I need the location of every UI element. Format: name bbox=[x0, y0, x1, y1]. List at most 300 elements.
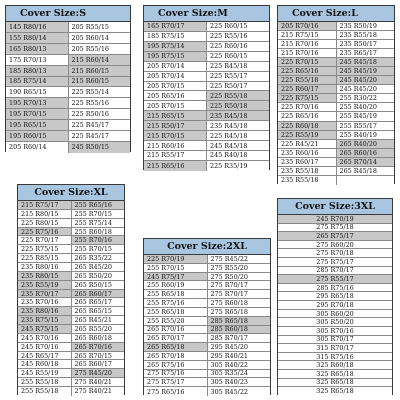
table-row bbox=[6, 131, 130, 142]
table-row bbox=[18, 290, 124, 299]
table-body bbox=[18, 201, 124, 396]
size-table-3xl bbox=[277, 198, 393, 395]
tire-size-cell: 325 R60/18 bbox=[278, 361, 392, 369]
tire-size-cell: 265 R50/15 bbox=[71, 281, 125, 289]
table-row bbox=[6, 33, 130, 44]
tire-size-cell: 225 R60/18 bbox=[278, 122, 336, 130]
table-row bbox=[18, 201, 124, 210]
size-table-2xl bbox=[143, 238, 271, 395]
table-row bbox=[18, 334, 124, 343]
tire-size-cell: 225 R45/17 bbox=[68, 131, 131, 141]
tire-size-cell: 265 R60/17 bbox=[71, 360, 125, 368]
tire-size-cell: 295 R65/18 bbox=[278, 292, 392, 300]
tire-size-cell: 275 R75/18 bbox=[278, 224, 392, 232]
tire-size-cell: 225 R70/19 bbox=[144, 255, 207, 263]
tire-size-cell: 265 R75/17 bbox=[278, 232, 392, 240]
tire-size-cell: 205 R70/15 bbox=[144, 101, 206, 110]
tire-size-cell: 275 R75/17 bbox=[278, 258, 392, 266]
table-row bbox=[144, 334, 270, 343]
tire-size-cell: 155 R80/14 bbox=[6, 33, 68, 43]
tire-size-cell: 225 R70/17 bbox=[18, 236, 71, 244]
tire-size-cell: 265 R60/18 bbox=[71, 334, 125, 342]
table-row bbox=[278, 58, 394, 67]
table-row bbox=[144, 308, 270, 317]
table-row bbox=[6, 44, 130, 55]
tire-size-cell: 265 R55/20 bbox=[71, 325, 125, 333]
table-row bbox=[144, 22, 269, 32]
table-row bbox=[278, 361, 392, 370]
tire-size-cell: 265 R70/16 bbox=[144, 326, 207, 334]
tire-size-cell: 225 R60/16 bbox=[206, 42, 269, 51]
table-row bbox=[278, 94, 394, 103]
tire-size-cell: 205 R70/14 bbox=[144, 62, 206, 71]
tire-size-cell: 275 R75/17 bbox=[144, 378, 207, 386]
tire-size-cell: 215 R80/15 bbox=[18, 210, 71, 218]
tire-size-cell: 245 R60/18 bbox=[18, 360, 71, 368]
tire-size-cell: 255 R65/18 bbox=[144, 290, 207, 298]
table-row bbox=[6, 77, 130, 88]
tire-size-cell: 225 R65/16 bbox=[278, 112, 336, 120]
table-row bbox=[144, 111, 269, 121]
table-row bbox=[278, 158, 394, 167]
table-row bbox=[278, 379, 392, 388]
tire-size-cell: 265 R70/14 bbox=[336, 158, 395, 166]
table-row bbox=[278, 176, 394, 185]
tire-size-cell: 255 R60/19 bbox=[144, 281, 207, 289]
table-row bbox=[6, 87, 130, 98]
tire-size-cell: 265 R70/17 bbox=[144, 334, 207, 342]
tire-size-cell: 245 R70/16 bbox=[18, 334, 71, 342]
tire-size-cell: 225 R60/17 bbox=[278, 85, 336, 93]
table-row bbox=[278, 292, 392, 301]
table-row bbox=[18, 378, 124, 387]
tire-size-cell: 255 R55/17 bbox=[336, 122, 395, 130]
tire-size-cell: 265 R45/18 bbox=[336, 167, 395, 175]
tire-size-cell: 145 R80/16 bbox=[6, 22, 68, 32]
table-title: Cover Size:L bbox=[278, 6, 394, 22]
table-row bbox=[18, 272, 124, 281]
table-row bbox=[144, 299, 270, 308]
table-row bbox=[18, 352, 124, 361]
table-row bbox=[144, 370, 270, 379]
tire-size-cell: 275 R65/16 bbox=[144, 387, 207, 396]
tire-size-cell: 255 R40/20 bbox=[336, 103, 395, 111]
tire-size-cell: 265 R70/15 bbox=[71, 352, 125, 360]
tire-size-cell: 235 R60/16 bbox=[278, 149, 336, 157]
tire-size-cell: 245 R75/15 bbox=[18, 325, 71, 333]
table-row bbox=[18, 298, 124, 307]
tire-size-cell: 225 R55/19 bbox=[278, 131, 336, 139]
tire-size-cell: 195 R70/13 bbox=[6, 98, 68, 108]
tire-size-cell: 225 R45/17 bbox=[68, 120, 131, 130]
tire-size-cell: 225 R45/18 bbox=[206, 131, 269, 140]
tire-size-cell: 225 R50/17 bbox=[206, 82, 269, 91]
tire-size-cell: 245 R45/18 bbox=[336, 58, 395, 66]
table-row bbox=[144, 82, 269, 92]
tire-size-cell: 235 R50/19 bbox=[336, 22, 395, 30]
tire-size-cell: 275 R40/21 bbox=[71, 378, 125, 386]
table-row bbox=[144, 52, 269, 62]
table-row bbox=[278, 215, 392, 224]
tire-size-cell: 225 R35/19 bbox=[206, 161, 269, 171]
table-row bbox=[144, 141, 269, 151]
tire-size-cell: 225 R70/15 bbox=[278, 58, 336, 66]
table-row bbox=[278, 167, 394, 176]
table-title: Cover Size:M bbox=[144, 6, 269, 22]
table-row bbox=[18, 307, 124, 316]
tire-size-cell: 255 R75/14 bbox=[71, 219, 125, 227]
tire-size-cell: 305 R40/23 bbox=[207, 378, 271, 386]
tire-size-cell: 275 R65/18 bbox=[207, 308, 271, 316]
tire-size-cell: 275 R55/17 bbox=[278, 275, 392, 283]
tire-size-cell: 245 R70/16 bbox=[18, 343, 71, 351]
tire-size-cell: 205 R65/16 bbox=[144, 91, 206, 100]
tire-size-cell: 305 R70/17 bbox=[278, 336, 392, 344]
tire-size-cell: 255 R55/18 bbox=[18, 387, 71, 396]
tire-size-cell: 205 R70/15 bbox=[144, 82, 206, 91]
tire-size-cell: 305 R50/20 bbox=[278, 318, 392, 326]
table-row bbox=[18, 228, 124, 237]
tire-size-cell: 245 R40/18 bbox=[206, 151, 269, 160]
table-row bbox=[144, 101, 269, 111]
tire-size-cell: 195 R75/14 bbox=[144, 42, 206, 51]
table-row bbox=[278, 67, 394, 76]
tire-size-cell: 195 R70/15 bbox=[6, 109, 68, 119]
tire-size-cell: 225 R55/18 bbox=[278, 76, 336, 84]
tire-size-cell: 225 R70/16 bbox=[278, 103, 336, 111]
table-row bbox=[18, 219, 124, 228]
size-table-s bbox=[5, 5, 131, 152]
tire-size-cell: 225 R80/15 bbox=[18, 219, 71, 227]
table-row bbox=[278, 353, 392, 362]
table-row bbox=[278, 301, 392, 310]
table-body bbox=[144, 255, 270, 396]
tire-size-cell: 285 R65/18 bbox=[207, 317, 271, 325]
table-row bbox=[278, 22, 394, 31]
table-row bbox=[278, 49, 394, 58]
tire-size-cell: 245 R45/20 bbox=[336, 85, 395, 93]
tire-size-cell: 255 R55/20 bbox=[144, 317, 207, 325]
tire-size-cell: 275 R70/18 bbox=[278, 249, 392, 257]
tire-size-cell: 275 R70/17 bbox=[207, 281, 271, 289]
tire-size-cell: 265 R40/20 bbox=[336, 140, 395, 148]
tire-size-cell: 255 R45/19 bbox=[336, 112, 395, 120]
tire-size-cell: 255 R30/22 bbox=[336, 94, 395, 102]
tire-size-cell: 225 R55/16 bbox=[206, 32, 269, 41]
table-row bbox=[278, 31, 394, 40]
tire-size-cell: 215 R60/15 bbox=[68, 77, 131, 87]
tire-size-cell: 235 R55/18 bbox=[336, 31, 395, 39]
tire-size-cell: 255 R65/18 bbox=[144, 308, 207, 316]
table-row bbox=[18, 210, 124, 219]
tire-size-cell: 255 R65/16 bbox=[71, 201, 125, 209]
table-row bbox=[144, 387, 270, 396]
tire-size-cell: 235 R65/17 bbox=[336, 49, 395, 57]
tire-size-cell: 255 R70/16 bbox=[71, 236, 125, 244]
table-row bbox=[18, 325, 124, 334]
tire-size-cell: 225 R75/16 bbox=[18, 228, 71, 236]
tire-size-cell: 275 R45/22 bbox=[207, 255, 271, 263]
tire-size-cell: 245 R55/19 bbox=[18, 369, 71, 377]
table-row bbox=[278, 370, 392, 379]
tire-size-cell: 235 R45/18 bbox=[206, 121, 269, 130]
table-row bbox=[6, 120, 130, 131]
table-row bbox=[144, 281, 270, 290]
table-title: Cover Size:3XL bbox=[278, 199, 392, 215]
tire-size-cell: 255 R70/15 bbox=[144, 264, 207, 272]
tire-size-cell bbox=[336, 176, 395, 185]
tire-size-cell: 245 R45/19 bbox=[336, 67, 395, 75]
table-row bbox=[6, 66, 130, 77]
tire-size-cell: 215 R65/16 bbox=[144, 161, 206, 171]
table-row bbox=[278, 122, 394, 131]
tire-size-cell: 285 R70/17 bbox=[278, 267, 392, 275]
tire-size-cell: 305 R45/22 bbox=[207, 387, 271, 396]
table-row bbox=[278, 76, 394, 85]
table-body bbox=[144, 22, 269, 171]
tire-size-cell: 225 R75/15 bbox=[278, 94, 336, 102]
table-row bbox=[278, 387, 392, 396]
tire-size-cell: 275 R75/16 bbox=[144, 370, 207, 378]
table-row bbox=[278, 131, 394, 140]
tire-size-cell: 265 R70/18 bbox=[144, 352, 207, 360]
table-row bbox=[144, 361, 270, 370]
tire-size-cell: 265 R65/18 bbox=[144, 343, 207, 351]
table-row bbox=[144, 131, 269, 141]
tire-size-cell: 245 R70/19 bbox=[278, 215, 392, 223]
table-row bbox=[18, 360, 124, 369]
table-row bbox=[278, 275, 392, 284]
tire-size-cell: 215 R60/16 bbox=[144, 141, 206, 150]
table-row bbox=[18, 387, 124, 396]
tire-size-cell: 295 R40/21 bbox=[207, 352, 271, 360]
tire-size-cell: 215 R70/16 bbox=[278, 49, 336, 57]
table-row bbox=[144, 62, 269, 72]
tire-size-cell: 255 R55/18 bbox=[18, 378, 71, 386]
table-row bbox=[278, 140, 394, 149]
tire-size-cell: 205 R70/14 bbox=[144, 72, 206, 81]
tire-size-cell: 325 R65/18 bbox=[278, 379, 392, 387]
table-row bbox=[278, 149, 394, 158]
tire-size-cell: 315 R70/17 bbox=[278, 344, 392, 352]
tire-size-cell: 215 R60/14 bbox=[68, 55, 131, 65]
tire-size-cell: 295 R45/20 bbox=[207, 343, 271, 351]
tire-size-cell: 175 R70/13 bbox=[6, 55, 68, 65]
table-row bbox=[18, 343, 124, 352]
tire-size-cell: 285 R70/17 bbox=[207, 334, 271, 342]
table-row bbox=[6, 98, 130, 109]
tire-size-cell: 275 R60/18 bbox=[207, 299, 271, 307]
table-row bbox=[278, 344, 392, 353]
tire-size-cell: 245 R45/20 bbox=[336, 76, 395, 84]
table-row bbox=[144, 326, 270, 335]
tire-size-cell: 195 R60/15 bbox=[6, 131, 68, 141]
table-row bbox=[144, 42, 269, 52]
tire-size-cell: 225 R55/18 bbox=[206, 91, 269, 100]
tire-size-cell: 245 R75/17 bbox=[144, 273, 207, 281]
tire-size-cell: 265 R60/17 bbox=[71, 290, 125, 298]
tire-size-cell: 285 R75/16 bbox=[278, 284, 392, 292]
tire-size-cell: 215 R75/17 bbox=[18, 201, 71, 209]
table-row bbox=[144, 72, 269, 82]
table-row bbox=[278, 249, 392, 258]
tire-size-cell: 225 R65/16 bbox=[278, 67, 336, 75]
tire-size-cell: 225 R45/21 bbox=[278, 140, 336, 148]
tire-size-cell: 235 R80/15 bbox=[18, 272, 71, 280]
table-row bbox=[18, 236, 124, 245]
table-title: Cover Size:S bbox=[6, 6, 130, 22]
table-row bbox=[278, 327, 392, 336]
tire-size-cell: 235 R50/17 bbox=[336, 40, 395, 48]
tire-size-cell: 265 R65/17 bbox=[71, 298, 125, 306]
tire-size-cell: 235 R55/18 bbox=[278, 167, 336, 175]
tire-size-cell: 215 R70/16 bbox=[278, 40, 336, 48]
tire-size-cell: 325 R65/18 bbox=[278, 387, 392, 396]
tire-size-cell: 165 R80/13 bbox=[6, 44, 68, 54]
table-row bbox=[18, 369, 124, 378]
tire-size-cell: 275 R55/20 bbox=[207, 264, 271, 272]
tire-size-cell: 225 R75/15 bbox=[18, 245, 71, 253]
table-row bbox=[18, 254, 124, 263]
tire-size-cell: 235 R80/16 bbox=[18, 263, 71, 271]
tire-size-cell: 215 R60/15 bbox=[68, 66, 131, 76]
table-row bbox=[278, 85, 394, 94]
table-title: Cover Size:2XL bbox=[144, 239, 270, 255]
table-body bbox=[278, 215, 392, 396]
table-row bbox=[18, 316, 124, 325]
tire-size-cell: 235 R75/15 bbox=[18, 316, 71, 324]
tire-size-cell: 235 R70/17 bbox=[18, 290, 71, 298]
table-row bbox=[278, 241, 392, 250]
table-row bbox=[144, 378, 270, 387]
tire-size-cell: 265 R50/20 bbox=[71, 272, 125, 280]
tire-size-cell: 215 R55/17 bbox=[144, 151, 206, 160]
table-row bbox=[6, 22, 130, 33]
tire-size-cell: 305 R70/16 bbox=[278, 327, 392, 335]
tire-size-cell: 265 R75/16 bbox=[144, 361, 207, 369]
tire-size-cell: 225 R50/18 bbox=[206, 101, 269, 110]
tire-size-cell: 275 R70/17 bbox=[207, 290, 271, 298]
tire-size-cell: 245 R50/15 bbox=[68, 142, 131, 153]
table-row bbox=[18, 281, 124, 290]
tire-size-cell: 235 R70/16 bbox=[18, 298, 71, 306]
table-title: Cover Size:XL bbox=[18, 185, 124, 201]
tire-size-cell: 185 R75/15 bbox=[144, 32, 206, 41]
tire-size-cell: 295 R70/18 bbox=[278, 301, 392, 309]
tire-size-cell: 235 R60/17 bbox=[278, 158, 336, 166]
tire-size-cell: 265 R45/20 bbox=[71, 263, 125, 271]
tire-size-cell: 225 R60/15 bbox=[206, 52, 269, 61]
tire-size-cell: 235 R80/16 bbox=[18, 307, 71, 315]
table-row bbox=[278, 103, 394, 112]
table-row bbox=[278, 258, 392, 267]
tire-size-cell: 215 R70/15 bbox=[144, 131, 206, 140]
table-row bbox=[6, 109, 130, 120]
tire-size-cell: 165 R70/17 bbox=[144, 22, 206, 31]
tire-size-cell: 225 R50/16 bbox=[68, 109, 131, 119]
table-row bbox=[278, 224, 392, 233]
table-row bbox=[144, 161, 269, 171]
size-table-m bbox=[143, 5, 270, 170]
table-row bbox=[278, 284, 392, 293]
tire-size-cell: 245 R65/17 bbox=[18, 352, 71, 360]
tire-size-cell: 225 R60/15 bbox=[206, 22, 269, 31]
table-row bbox=[144, 91, 269, 101]
tire-size-cell: 285 R60/18 bbox=[207, 326, 271, 334]
tire-size-cell: 205 R70/16 bbox=[278, 22, 336, 30]
table-row bbox=[278, 112, 394, 121]
table-row bbox=[144, 343, 270, 352]
tire-size-cell: 235 R55/19 bbox=[18, 281, 71, 289]
tire-size-cell: 255 R60/18 bbox=[71, 228, 125, 236]
table-row bbox=[278, 40, 394, 49]
tire-size-cell: 255 R70/15 bbox=[71, 210, 125, 218]
table-row bbox=[18, 245, 124, 254]
tire-size-cell: 225 R55/16 bbox=[68, 98, 131, 108]
table-row bbox=[144, 255, 270, 264]
tire-size-cell: 215 R50/17 bbox=[144, 121, 206, 130]
tire-size-cell: 225 R85/15 bbox=[18, 254, 71, 262]
tire-size-cell: 315 R75/16 bbox=[278, 353, 392, 361]
table-row bbox=[144, 121, 269, 131]
table-row bbox=[144, 32, 269, 42]
size-table-xl bbox=[17, 184, 125, 395]
table-body bbox=[278, 22, 394, 185]
tire-size-cell: 275 R50/20 bbox=[207, 273, 271, 281]
tire-size-cell: 265 R35/22 bbox=[71, 254, 125, 262]
table-body bbox=[6, 22, 130, 153]
tire-size-cell: 205 R55/15 bbox=[68, 22, 131, 32]
tire-size-cell: 265 R60/16 bbox=[336, 149, 395, 157]
tire-size-cell: 275 R60/20 bbox=[278, 241, 392, 249]
table-row bbox=[144, 317, 270, 326]
tire-size-cell: 205 R55/16 bbox=[68, 44, 131, 54]
tire-size-cell: 245 R45/18 bbox=[206, 141, 269, 150]
tire-size-cell: 275 R40/21 bbox=[71, 387, 125, 396]
table-row bbox=[144, 290, 270, 299]
table-row bbox=[144, 352, 270, 361]
table-row bbox=[278, 336, 392, 345]
tire-size-cell: 185 R75/14 bbox=[6, 77, 68, 87]
tire-size-cell: 225 R55/14 bbox=[68, 87, 131, 97]
tire-size-cell: 265 R70/16 bbox=[71, 343, 125, 351]
tire-size-cell: 185 R80/13 bbox=[6, 66, 68, 76]
table-row bbox=[6, 55, 130, 66]
tire-size-cell: 205 R60/14 bbox=[68, 33, 131, 43]
tire-size-cell: 190 R65/15 bbox=[6, 87, 68, 97]
table-row bbox=[18, 263, 124, 272]
table-row bbox=[278, 318, 392, 327]
tire-size-cell: 215 R75/15 bbox=[278, 31, 336, 39]
table-row bbox=[278, 267, 392, 276]
table-row bbox=[144, 151, 269, 161]
tire-size-cell: 205 R60/14 bbox=[6, 142, 68, 153]
tire-size-cell: 265 R45/21 bbox=[71, 316, 125, 324]
tire-size-cell: 225 R45/18 bbox=[206, 62, 269, 71]
tire-size-cell: 235 R55/18 bbox=[278, 176, 336, 185]
tire-size-cell: 195 R65/15 bbox=[6, 120, 68, 130]
tire-size-cell: 235 R45/18 bbox=[206, 111, 269, 120]
table-row bbox=[278, 310, 392, 319]
tire-size-cell: 215 R65/15 bbox=[144, 111, 206, 120]
size-table-l bbox=[277, 5, 395, 184]
tire-size-cell: 265 R65/15 bbox=[71, 307, 125, 315]
tire-size-cell: 305 R35/24 bbox=[207, 370, 271, 378]
table-row bbox=[278, 232, 392, 241]
tire-size-cell: 225 R55/17 bbox=[206, 72, 269, 81]
table-row bbox=[144, 273, 270, 282]
tire-size-cell: 325 R65/18 bbox=[278, 370, 392, 378]
